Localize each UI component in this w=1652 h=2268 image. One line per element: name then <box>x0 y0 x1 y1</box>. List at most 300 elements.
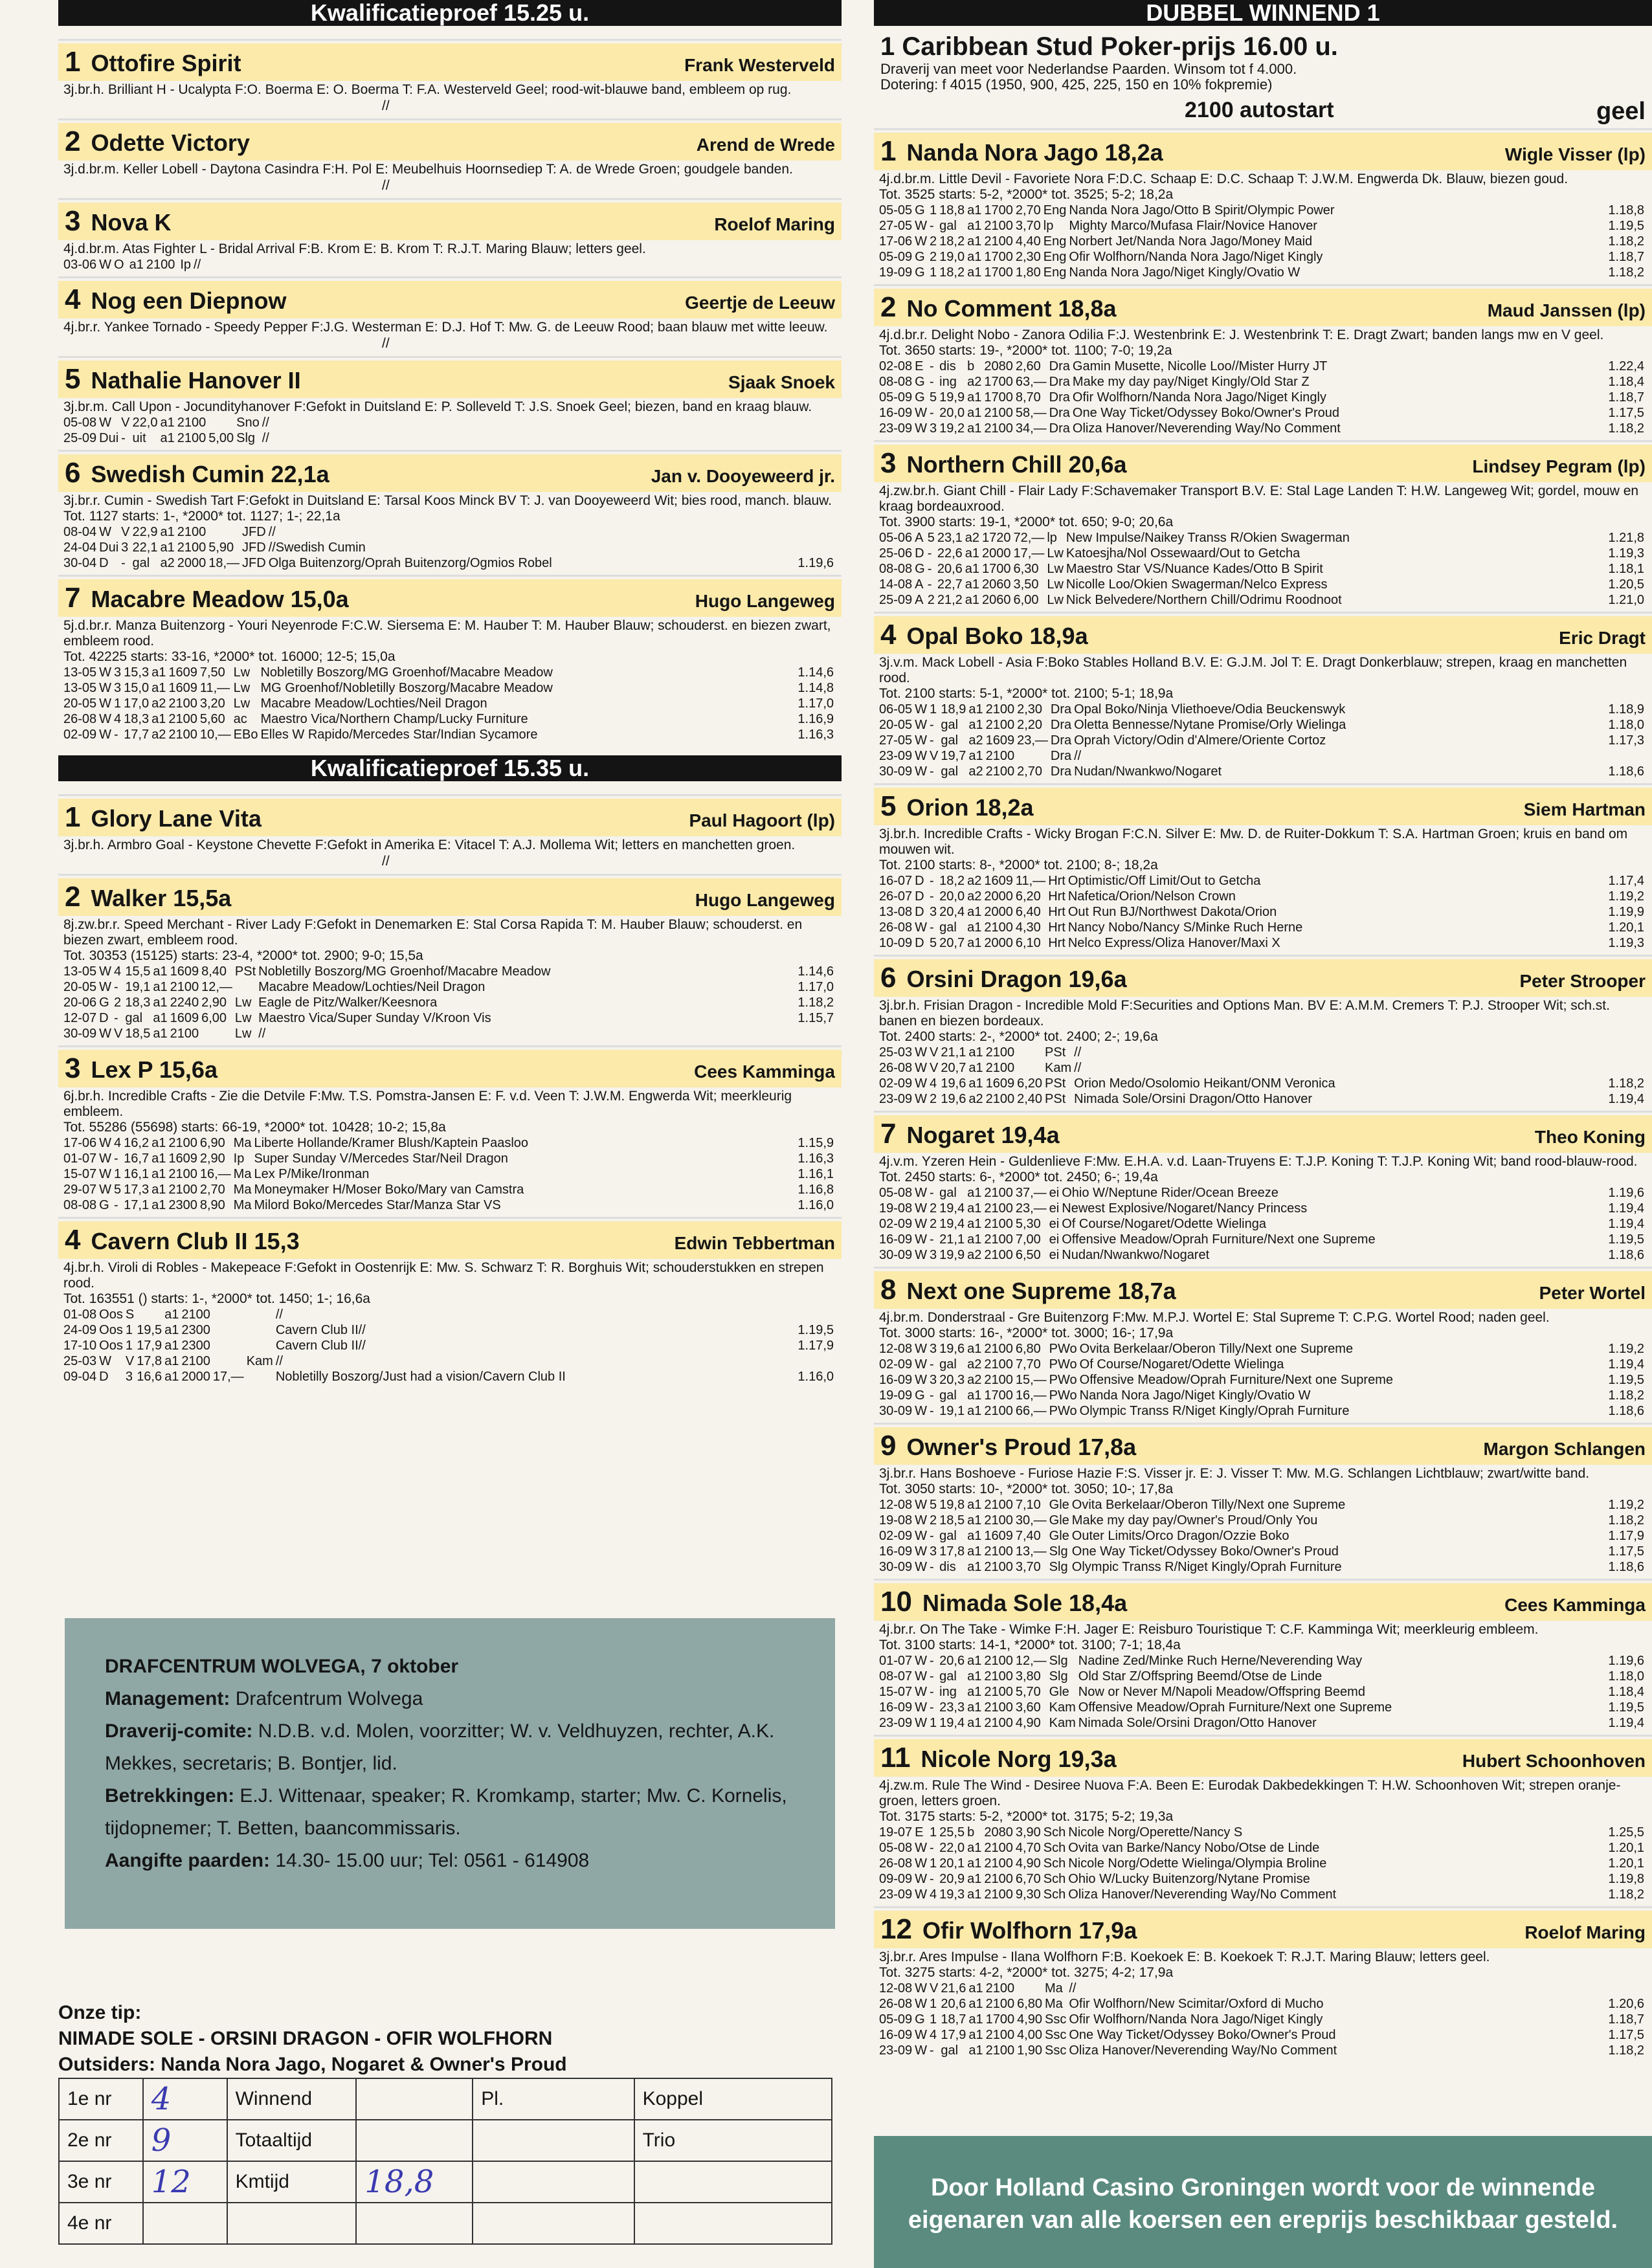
table-cell: 1.25,5 <box>1608 1825 1644 1840</box>
past-performance-table <box>879 359 1647 436</box>
table-cell: Ma <box>1045 1981 1063 1996</box>
horse-name: Nogaret 19,4a <box>906 1122 1060 1148</box>
table-cell: W <box>915 749 928 763</box>
table-cell: 16,— <box>1015 1388 1047 1403</box>
table-cell: 1.19,6 <box>1608 1654 1644 1668</box>
table-cell: 09-04 <box>63 1370 97 1384</box>
table-cell: 23,— <box>1015 1201 1047 1216</box>
table-cell: G <box>915 562 925 576</box>
horse-number: 1 <box>65 46 81 78</box>
past-performance-table <box>63 665 836 742</box>
table-row <box>63 1026 836 1041</box>
past-performance-table <box>879 1825 1647 1902</box>
table-cell: 3 <box>930 1544 937 1559</box>
table-cell: Lw <box>234 1011 252 1025</box>
horse-list-kwalificatie-1535 <box>58 794 842 1388</box>
table-cell: // <box>1074 1045 1082 1060</box>
table-cell: Ofir Wolfhorn/New Scimitar/Oxford di Mucho <box>1069 1997 1324 2011</box>
table-cell: Olympic Transs R/Niget Kingly/Oprah Furniture <box>1079 1404 1350 1418</box>
horse-stats: Tot. 30353 (15125) starts: 23-4, *2000* tot. 2900; 9-0; 15,5a <box>63 948 423 963</box>
table-cell: - <box>114 728 118 742</box>
coupon-handwritten-cell[interactable]: 9 <box>143 2120 227 2161</box>
table-cell: 2000 <box>984 889 1013 904</box>
horse-pedigree: 3j.br.r. Cumin - Swedish Tart F:Gefokt in Duitsland E: Tarsal Koos Minck BV T: J. van Dooyeweerd Wit; bies rood, manch. blauw. <box>63 493 832 508</box>
table-cell: a1 <box>967 1669 982 1684</box>
coupon-handwritten-cell[interactable] <box>356 2203 473 2244</box>
table-cell: 2100 <box>984 1887 1013 1902</box>
coupon-row <box>59 2161 832 2203</box>
table-cell <box>1608 1981 1647 1996</box>
table-cell <box>213 1322 247 1338</box>
coupon-cell[interactable]: Kmtijd <box>227 2161 357 2203</box>
table-cell: - <box>930 764 934 779</box>
table-cell: 2100 <box>984 1248 1013 1262</box>
table-row <box>879 218 1647 234</box>
table-cell: 01-07 <box>879 1654 913 1668</box>
table-cell: 2060 <box>982 593 1011 607</box>
horse-pedigree: 4j.br.m. Donderstraal - Gre Buitenzorg F:Mw. M.P.J. Wortel E: Stal Supreme T: C.P.G. Wortel Rood; naden geel. <box>879 1310 1550 1325</box>
table-cell: 19,1 <box>939 1404 965 1418</box>
table-cell: 20,6 <box>937 562 963 576</box>
table-cell: 1.21,8 <box>1608 531 1644 545</box>
table-cell: 5 <box>930 390 937 405</box>
table-cell: 6,80 <box>1015 1342 1041 1356</box>
horse-header <box>874 445 1652 482</box>
table-cell: 1 <box>930 702 937 717</box>
table-cell: Lw <box>1047 562 1064 576</box>
table-cell: W <box>99 712 112 726</box>
table-cell: Sch <box>1043 1856 1066 1871</box>
table-cell: 2100 <box>146 258 175 272</box>
horse-number: 10 <box>880 1586 912 1618</box>
table-cell: 1609 <box>985 733 1015 748</box>
table-cell: 2100 <box>177 525 206 539</box>
table-cell: Gamin Musette, Nicolle Loo//Mister Hurry JT <box>1072 359 1328 373</box>
table-cell: gal <box>941 733 959 748</box>
table-cell: 13-05 <box>63 964 97 979</box>
table-cell: 02-09 <box>879 1529 913 1543</box>
table-cell: 01-08 <box>63 1307 97 1322</box>
table-row <box>879 1076 1647 1091</box>
table-cell: 2100 <box>984 1841 1013 1855</box>
table-cell: - <box>114 1198 118 1212</box>
table-row <box>879 1528 1647 1544</box>
horse-title <box>65 284 287 316</box>
table-cell: W <box>915 1357 928 1372</box>
horse-header <box>874 133 1652 170</box>
table-cell: 4,70 <box>1015 1841 1041 1855</box>
table-cell: 1.18,6 <box>1608 764 1644 779</box>
horse-number: 4 <box>65 284 81 315</box>
table-cell: 20,6 <box>941 1997 966 2011</box>
table-row <box>63 964 836 979</box>
table-cell: // <box>275 1307 283 1322</box>
table-cell: uit <box>132 431 146 445</box>
table-cell: 23,— <box>1017 733 1048 748</box>
table-cell: Sch <box>1043 1872 1066 1886</box>
table-row <box>879 203 1647 218</box>
table-cell: 26-08 <box>879 1856 913 1871</box>
table-cell: Maestro Star VS/Nuance Kades/Otto B Spirit <box>1066 562 1323 576</box>
table-cell: W <box>915 1061 928 1075</box>
horse-title <box>880 1913 1137 1946</box>
table-cell: Maestro Vica/Super Sunday V/Kroon Vis <box>258 1011 491 1025</box>
table-cell: a1 <box>967 1404 982 1418</box>
table-cell: Ssc <box>1045 2043 1067 2058</box>
table-row <box>879 1091 1647 1107</box>
horse-title <box>65 363 301 395</box>
table-cell: Ohio W/Lucky Buitenzorg/Nytane Promise <box>1068 1872 1310 1886</box>
coupon-cell[interactable]: Koppel <box>634 2078 832 2120</box>
table-cell: a1 <box>968 2012 983 2027</box>
table-cell: a1 <box>967 390 982 405</box>
table-cell: 19-08 <box>879 1201 913 1216</box>
horse-list-race-1 <box>874 128 1652 2062</box>
table-cell: 1 <box>114 1167 122 1181</box>
table-cell: W <box>915 1716 928 1730</box>
table-cell: 05-08 <box>879 1186 913 1200</box>
horse-name: Odette Victory <box>91 129 250 156</box>
table-cell: Dra <box>1050 733 1072 748</box>
horse-name: Glory Lane Vita <box>91 805 262 832</box>
table-cell: 2100 <box>984 1544 1013 1559</box>
coupon-cell[interactable]: 2e nr <box>59 2120 143 2161</box>
table-cell: 26-08 <box>63 712 97 726</box>
table-cell: 15-07 <box>63 1167 97 1181</box>
table-cell: 1609 <box>984 1529 1013 1543</box>
table-cell: 2000 <box>984 905 1013 919</box>
table-cell <box>208 524 242 540</box>
table-cell: 2100 <box>985 764 1015 779</box>
table-row <box>63 727 836 742</box>
table-cell: Ofir Wolfhorn/Nanda Nora Jago/Niget Kingly <box>1069 2012 1323 2027</box>
table-cell: 7,70 <box>1015 1357 1041 1372</box>
coupon-cell[interactable] <box>473 2203 634 2244</box>
table-cell: 1.18,7 <box>1608 2012 1644 2027</box>
table-row <box>879 546 1647 561</box>
horse-entry <box>58 450 842 575</box>
table-cell: Kam <box>1045 1061 1072 1075</box>
table-row <box>879 1856 1647 1871</box>
horse-header <box>874 289 1652 326</box>
past-performance-table <box>879 873 1647 951</box>
table-cell: 2100 <box>984 1404 1013 1418</box>
table-cell: 25,5 <box>939 1825 965 1840</box>
horse-pedigree: 4j.br.r. Yankee Tornado - Speedy Pepper F:J.G. Westerman E: D.J. Hof T: Mw. G. de Leeuw Rood; baan blauw met witte leeuw. <box>63 320 828 335</box>
table-row <box>879 1684 1647 1700</box>
coupon-cell[interactable] <box>227 2203 357 2244</box>
table-cell: Nadine Zed/Minke Ruch Herne/Neverending Way <box>1078 1654 1363 1668</box>
table-cell: 17,9 <box>137 1339 162 1353</box>
table-cell: a1 <box>153 995 168 1010</box>
horse-name: Walker 15,5a <box>91 885 232 911</box>
table-cell: Dra <box>1049 359 1070 373</box>
table-cell: Lw <box>234 995 252 1010</box>
horse-number: 6 <box>880 962 897 994</box>
coupon-cell[interactable] <box>634 2203 832 2244</box>
table-cell: 2 <box>930 234 937 249</box>
table-cell: V <box>125 1354 135 1368</box>
info-aangifte: Aangifte paarden: 14.30- 15.00 uur; Tel: 0561 - 614908 <box>105 1850 590 1871</box>
table-cell: - <box>930 920 934 935</box>
table-cell: W <box>915 1560 928 1574</box>
table-cell: 1720 <box>982 531 1011 545</box>
table-cell: 1 <box>114 696 122 711</box>
horse-header <box>874 1271 1652 1309</box>
table-cell: 1609 <box>168 665 197 680</box>
coupon-cell[interactable] <box>473 2120 634 2161</box>
table-cell: a1 <box>968 1045 983 1060</box>
horse-stats: Tot. 1127 starts: 1-, *2000* tot. 1127; 1-; 22,1a <box>63 509 340 524</box>
horse-number: 7 <box>880 1118 897 1150</box>
table-cell: 2100 <box>985 1061 1015 1075</box>
table-cell: Hrt <box>1048 936 1066 950</box>
table-row <box>879 1497 1647 1513</box>
horse-number: 12 <box>880 1913 912 1945</box>
table-cell: 13-05 <box>63 681 97 695</box>
table-cell: Slg <box>236 431 256 445</box>
coupon-handwritten-cell[interactable] <box>356 2078 473 2120</box>
table-cell: gal <box>939 1388 957 1403</box>
horse-title <box>65 582 349 614</box>
coupon-cell[interactable]: 1e nr <box>59 2078 143 2120</box>
table-cell: 1.19,2 <box>1608 1498 1644 1512</box>
table-cell: 20,9 <box>939 1872 965 1886</box>
horse-title <box>880 619 1088 651</box>
past-performance-table <box>63 415 836 446</box>
table-cell: Ohio W/Neptune Rider/Ocean Breeze <box>1062 1186 1278 1200</box>
table-cell: 1.17,3 <box>1608 733 1644 748</box>
table-cell: 17-10 <box>63 1339 97 1353</box>
table-cell: W <box>915 1248 928 1262</box>
horse-stats: Tot. 3000 starts: 16-, *2000* tot. 3000; 16-; 17,9a <box>879 1326 1174 1340</box>
table-cell: 6,20 <box>1015 889 1041 904</box>
horse-stats: Tot. 3525 starts: 5-2, *2000* tot. 3525; 5-2; 18,2a <box>879 187 1174 202</box>
table-cell: 2100 <box>985 749 1015 763</box>
table-cell: Dra <box>1050 749 1072 763</box>
table-cell: 2100 <box>984 1342 1013 1356</box>
horse-header <box>58 799 842 836</box>
section-title-kwalificatie-1525: Kwalificatieproef 15.25 u. <box>58 0 842 26</box>
table-cell: 18,2 <box>939 874 965 888</box>
table-cell: 15,3 <box>124 665 150 680</box>
table-cell: Newest Explosive/Nogaret/Nancy Princess <box>1062 1201 1308 1216</box>
table-cell: - <box>927 546 932 561</box>
table-cell: Nimada Sole/Orsini Dragon/Otto Hanover <box>1078 1716 1317 1730</box>
table-cell: 19,0 <box>939 250 965 264</box>
driver-name: Edwin Tebbertman <box>674 1233 835 1253</box>
race-distance-row <box>874 95 1652 128</box>
table-cell: a1 <box>160 525 175 539</box>
horse-stats: Tot. 3275 starts: 4-2, *2000* tot. 3275; 4-2; 17,9a <box>879 1965 1174 1980</box>
table-cell: D <box>915 905 924 919</box>
table-cell: Oprah Victory/Odin d'Almere/Oriente Cortoz <box>1074 733 1326 748</box>
table-cell: a1 <box>967 1544 982 1559</box>
table-cell: 1700 <box>984 265 1013 280</box>
coupon-handwritten-cell[interactable]: 12 <box>143 2161 227 2203</box>
table-cell: Hrt <box>1048 889 1066 904</box>
table-cell: 02-09 <box>63 728 97 742</box>
table-cell: W <box>915 1217 928 1231</box>
table-row <box>879 1232 1647 1247</box>
coupon-handwritten-cell[interactable]: 4 <box>143 2078 227 2120</box>
table-cell: 1.20,5 <box>1608 577 1644 592</box>
table-cell: W <box>915 1201 928 1216</box>
table-cell: W <box>99 696 112 711</box>
table-cell: Mighty Marco/Mufasa Flair/Novice Hanover <box>1069 219 1317 233</box>
horse-number: 2 <box>65 881 81 913</box>
table-cell: 13,— <box>1015 1544 1047 1559</box>
horse-title <box>65 881 231 913</box>
table-cell: V <box>930 749 939 763</box>
table-cell: V <box>930 1981 939 1996</box>
table-cell: 6,00 <box>201 1011 227 1025</box>
horse-pedigree: 4j.d.br.m. Atas Fighter L - Bridal Arrival F:B. Krom E: B. Krom T: R.J.T. Maring Blauw; letters geel. <box>63 241 646 256</box>
table-row <box>879 873 1647 889</box>
coupon-cell[interactable]: Pl. <box>473 2078 634 2120</box>
horse-number: 2 <box>880 291 897 323</box>
table-cell: 22,0 <box>939 1841 965 1855</box>
table-cell: 18,2 <box>939 265 965 280</box>
table-cell: 2000 <box>984 936 1013 950</box>
coupon-handwritten-cell[interactable] <box>356 2120 473 2161</box>
table-cell: Sno <box>236 416 260 430</box>
table-row <box>879 1247 1647 1263</box>
table-cell: - <box>930 375 934 389</box>
table-cell: 3 <box>930 1373 937 1387</box>
table-cell: 1 <box>930 1716 937 1730</box>
table-row <box>879 1372 1647 1388</box>
horse-list-kwalificatie-1525 <box>58 39 842 746</box>
coupon-cell[interactable]: Trio <box>634 2120 832 2161</box>
info-betrekkingen: Betrekkingen: E.J. Wittenaar, speaker; R. Kromkamp, starter; Mw. C. Kornelis, tijdopnemer; T. Betten, baancommissaris. <box>105 1785 787 1839</box>
coupon-cell[interactable]: 4e nr <box>59 2203 143 2244</box>
driver-name: Eric Dragt <box>1559 628 1646 648</box>
table-cell: - <box>927 562 932 576</box>
table-cell: a1 <box>164 1307 179 1322</box>
table-cell: 18,7 <box>941 2012 966 2027</box>
table-cell: W <box>915 1498 928 1512</box>
table-cell: Ovita Berkelaar/Oberon Tilly/Next one Supreme <box>1079 1342 1354 1356</box>
table-row <box>879 1981 1647 1996</box>
table-cell: 7,40 <box>1015 1529 1041 1543</box>
table-cell: W <box>915 1872 928 1886</box>
table-row <box>879 1341 1647 1357</box>
table-cell: 5 <box>114 1183 122 1197</box>
table-cell: D <box>915 874 924 888</box>
ad-line-2: eigenaren van alle koersen een ereprijs beschikbaar gesteld. <box>908 2207 1618 2234</box>
horse-name: Nova K <box>91 209 172 236</box>
table-cell <box>1017 1060 1045 1076</box>
table-cell: 3 <box>930 1248 937 1262</box>
table-row <box>879 764 1647 779</box>
table-cell: 1.19,6 <box>1608 1186 1644 1200</box>
table-cell: Norbert Jet/Nanda Nora Jago/Money Maid <box>1069 234 1313 249</box>
table-cell: Ip <box>180 258 192 272</box>
table-cell: 1.19,5 <box>1608 1373 1644 1387</box>
table-cell: 18,5 <box>939 1513 965 1528</box>
table-row <box>879 2043 1647 2058</box>
table-row <box>879 592 1647 608</box>
table-cell: Nimada Sole/Orsini Dragon/Otto Hanover <box>1074 1092 1313 1106</box>
past-performance-table <box>63 1307 836 1384</box>
table-cell: a1 <box>160 431 175 445</box>
coupon-cell[interactable] <box>473 2161 634 2203</box>
table-cell: 8,70 <box>1015 390 1041 405</box>
coupon-cell[interactable] <box>634 2161 832 2203</box>
table-cell: 5 <box>927 531 935 545</box>
table-cell <box>208 415 236 430</box>
table-cell: // <box>262 416 269 430</box>
table-cell: 22,1 <box>132 540 158 555</box>
table-cell: a1 <box>965 562 980 576</box>
table-cell: Nelco Express/Oliza Hanover/Maxi X <box>1067 936 1280 950</box>
table-row <box>63 979 836 995</box>
table-cell: W <box>99 1151 112 1166</box>
table-cell: 2100 <box>984 1373 1013 1387</box>
table-cell: 3 <box>125 1370 133 1384</box>
horse-header <box>58 203 842 240</box>
table-cell: 3 <box>930 1342 937 1356</box>
table-cell: 2100 <box>984 1654 1013 1668</box>
table-cell: 1.18,2 <box>1608 1076 1644 1091</box>
table-cell: 1 <box>125 1323 133 1337</box>
table-cell: 1609 <box>170 964 199 979</box>
horse-header <box>58 1050 842 1087</box>
table-cell: Gle <box>1049 1685 1069 1699</box>
table-row <box>879 577 1647 592</box>
table-cell: a1 <box>967 421 982 436</box>
table-cell: 1.18,2 <box>798 995 834 1010</box>
coupon-cell[interactable]: 3e nr <box>59 2161 143 2203</box>
table-cell: 15,— <box>1015 1373 1047 1387</box>
table-cell: Hrt <box>1048 874 1066 888</box>
table-cell: G <box>99 995 109 1010</box>
table-cell: a1 <box>967 1342 982 1356</box>
horse-stats: Tot. 2100 starts: 8-, *2000* tot. 2100; 8-; 18,2a <box>879 858 1158 873</box>
table-cell: W <box>99 525 112 539</box>
table-row <box>63 1369 836 1384</box>
table-cell: Ovita van Barke/Nancy Nobo/Otse de Linde <box>1068 1841 1320 1855</box>
table-cell: 2100 <box>168 1136 197 1150</box>
table-cell: JFD <box>242 525 266 539</box>
table-row <box>879 733 1647 748</box>
coupon-handwritten-cell[interactable] <box>143 2203 227 2244</box>
coupon-cell[interactable]: Totaaltijd <box>227 2120 357 2161</box>
table-cell: 17-06 <box>63 1136 97 1150</box>
table-cell: Slg <box>1049 1669 1068 1684</box>
coupon-handwritten-cell[interactable]: 18,8 <box>356 2161 473 2203</box>
past-performance-table <box>879 1497 1647 1575</box>
table-cell: G <box>915 1388 925 1403</box>
coupon-cell[interactable]: Winnend <box>227 2078 357 2120</box>
table-cell: 17,1 <box>124 1198 150 1212</box>
table-cell: 2100 <box>985 1045 1015 1060</box>
table-cell: - <box>930 1186 934 1200</box>
horse-name: Northern Chill 20,6a <box>906 451 1127 478</box>
table-cell: PSt <box>1045 1076 1066 1091</box>
table-cell: 3,50 <box>1013 577 1039 592</box>
table-cell: // <box>275 1354 283 1368</box>
horse-entry <box>874 1267 1652 1423</box>
table-cell: 1.18,2 <box>1608 234 1644 249</box>
table-cell: - <box>930 1685 934 1699</box>
table-cell: 19-09 <box>879 265 913 280</box>
table-cell: G <box>99 1198 109 1212</box>
table-cell: One Way Ticket/Odyssey Boko/Owner's Proud <box>1071 1544 1339 1559</box>
table-cell: // <box>194 258 201 272</box>
driver-name: Cees Kamminga <box>694 1062 835 1082</box>
